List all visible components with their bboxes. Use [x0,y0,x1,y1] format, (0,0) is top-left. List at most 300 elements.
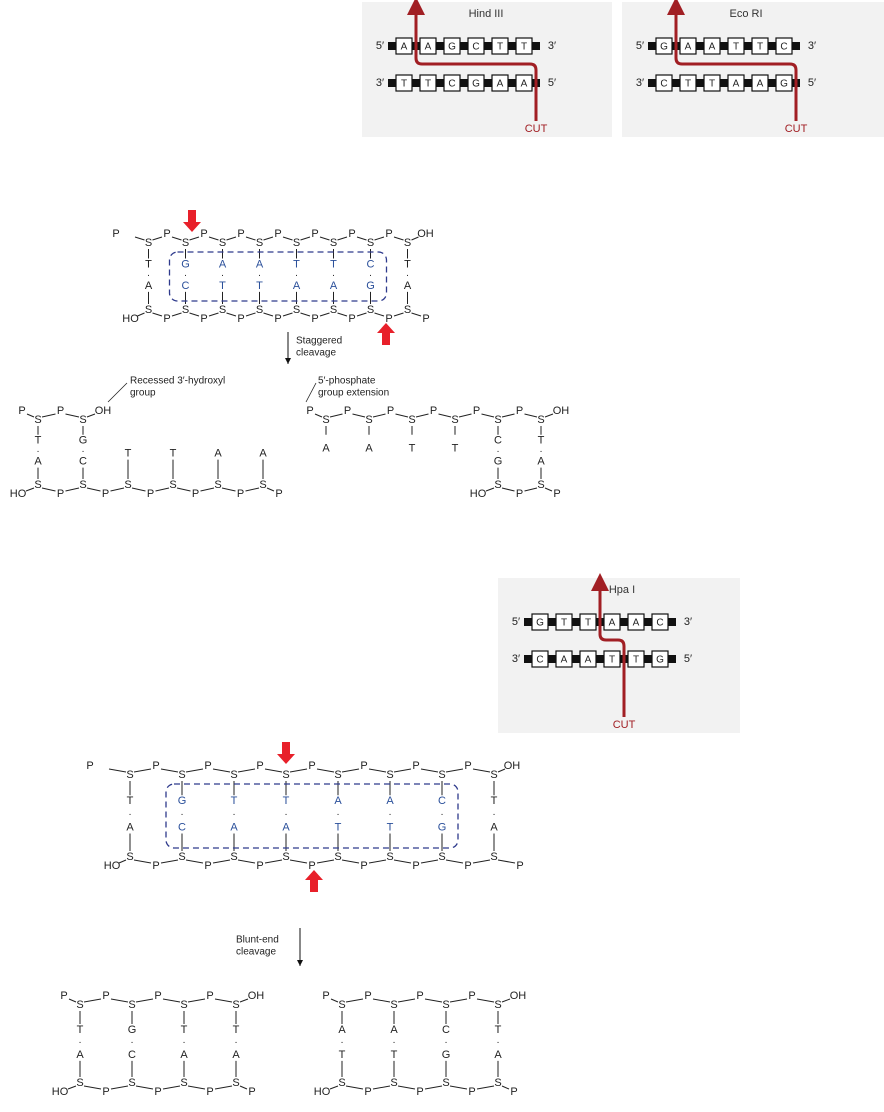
sugar-label: S [490,768,498,781]
base-letter: C [366,258,375,271]
phosphate-label: P [154,1085,162,1098]
base-letter: G [448,41,456,53]
backbone-link [436,42,444,50]
phosphate-label: P [516,859,524,872]
backbone-link [644,655,652,663]
hydroxyl-label: HO [122,312,139,325]
hydrogen-bond: · [130,1037,134,1049]
sugar-label: S [180,1076,188,1089]
backbone-bond [213,769,230,772]
phosphate-label: P [206,1085,214,1098]
backbone-bond [213,860,230,863]
backbone-link [460,42,468,50]
sugar-label: S [537,478,545,491]
phosphate-label: P [510,1085,518,1098]
base-letter: T [334,821,342,834]
base-letter: A [608,617,616,629]
base-letter: A [490,821,498,834]
backbone-bond [134,860,151,863]
backbone-bond [317,860,334,863]
base-letter: G [660,41,668,53]
backbone-link [548,655,556,663]
sugar-label: S [178,850,186,863]
backbone-bond [111,488,125,491]
base-letter: A [334,795,342,808]
base-letter: T [451,442,459,455]
sugar-label: S [329,236,338,249]
backbone-bond [246,313,256,316]
backbone-link [484,79,492,87]
hydrogen-bond: · [183,269,188,281]
base-letter: C [181,279,190,292]
base-letter: T [34,434,42,447]
phosphate-label: P [237,312,245,325]
backbone-link [388,79,396,87]
phosphate-label: P [60,989,68,1002]
cut-label: CUT [524,122,548,135]
hydroxyl-label: OH [417,227,434,240]
base-letter: G [656,654,664,666]
base-letter: T [400,78,408,90]
phosphate-label: P [275,487,283,500]
hydrogen-bond: · [78,1037,82,1049]
backbone-bond [421,860,438,863]
sugar-label: S [403,303,412,316]
phosphate-label: P [146,487,155,500]
backbone-link [436,79,444,87]
sugar-label: S [255,236,264,249]
backbone-bond [222,488,236,491]
backbone-bond [373,999,390,1002]
base-letter: T [708,78,716,90]
strand-end-label: 5′ [375,39,385,52]
backbone-bond [84,999,101,1002]
blunt-duplex [86,742,523,892]
backbone-bond [502,414,515,417]
backbone-bond [394,860,411,863]
phosphate-label: P [237,227,245,240]
sugar-label: S [232,1076,240,1089]
hydroxyl-label: HO [51,1085,69,1098]
hydroxyl-label: HO [103,859,121,872]
phosphate-label: P [343,404,352,417]
sugar-label: S [403,236,412,249]
sugar-label: S [366,236,375,249]
base-letter: T [424,78,432,90]
phosphate-label: P [360,759,368,772]
cut-label: CUT [784,122,808,135]
phosphate-label: P [248,1085,256,1098]
phosphate-label: P [364,989,372,1002]
backbone-link [484,42,492,50]
label-leader [306,383,316,402]
sugar-label: S [230,850,238,863]
backbone-bond [320,313,330,316]
base-letter: T [338,1048,346,1061]
sugar-label: S [292,236,301,249]
hydroxyl-label: OH [247,989,265,1002]
enzyme-name: Hpa I [608,583,636,596]
base-letter: A [232,1048,240,1061]
base-letter: T [632,654,640,666]
sugar-label: S [144,303,153,316]
backbone-bond [172,313,182,316]
left-staggered-fragment [10,405,283,500]
sugar-label: S [232,998,240,1011]
strand-end-label: 3′ [375,76,385,89]
hydroxyl-label: OH [552,404,570,417]
backbone-bond [357,237,367,240]
backbone-bond [301,237,311,240]
phosphate-label: P [472,404,481,417]
backbone-bond [136,1086,153,1089]
backbone-bond [446,769,463,772]
sugar-label: S [365,413,373,426]
sugar-label: S [322,413,330,426]
backbone-bond [375,313,385,316]
enzyme-panel-hpa [498,578,740,733]
sugar-label: S [181,236,190,249]
backbone-bond [109,769,126,772]
backbone-bond [338,313,348,316]
sugar-label: S [76,1076,84,1089]
backbone-bond [459,414,472,417]
hydrogen-bond: · [232,809,236,821]
backbone-bond [283,237,293,240]
base-letter: C [128,1048,136,1061]
phosphate-extension-label: 5′-phosphate [318,375,376,387]
base-letter: A [180,1048,188,1061]
phosphate-label: P [206,989,214,1002]
hydrogen-bond: · [180,809,184,821]
phosphate-label: P [102,1085,110,1098]
hydrogen-bond: · [81,445,85,457]
backbone-bond [227,313,237,316]
base-letter: T [330,258,337,271]
phosphate-label: P [306,404,314,417]
backbone-bond [172,237,182,240]
phosphate-label: P [274,312,282,325]
backbone-bond [84,1086,101,1089]
phosphate-label: P [101,487,110,500]
sugar-label: S [180,998,188,1011]
base-letter: T [256,279,263,292]
backbone-bond [163,999,180,1002]
backbone-bond [215,999,232,1002]
backbone-bond [331,999,338,1002]
phosphate-label: P [422,312,430,325]
backbone-bond [215,1086,232,1089]
blunt-cleavage-arrow [236,928,303,966]
backbone-link [672,79,680,87]
hydrogen-bond: · [128,809,132,821]
base-letter: T [219,279,226,292]
base-letter: T [494,1023,502,1036]
backbone-bond [353,414,366,417]
strand-end-label: 3′ [511,652,521,665]
base-letter: T [76,1023,84,1036]
backbone-bond [201,488,215,491]
backbone-bond [264,237,274,240]
base-letter: A [218,258,227,271]
strand-end-label: 5′ [547,76,557,89]
phosphate-label: P [386,404,395,417]
backbone-bond [502,488,515,491]
backbone-link [388,42,396,50]
process-label: cleavage [236,946,277,958]
phosphate-label: P [416,989,424,1002]
sugar-label: S [390,998,398,1011]
backbone-bond [446,860,463,863]
base-letter: A [424,41,432,53]
hydrogen-bond: · [36,445,40,457]
base-letter: T [404,258,411,271]
phosphate-label: P [412,859,420,872]
sugar-label: S [442,998,450,1011]
sugar-label: S [124,478,132,491]
backbone-bond [156,488,170,491]
backbone-bond [369,769,386,772]
sugar-label: S [366,303,375,316]
label-leader [108,383,127,402]
backbone-bond [186,860,203,863]
backbone-link [572,655,580,663]
hydrogen-bond: · [220,269,225,281]
sugar-label: S [218,303,227,316]
backbone-bond [416,414,429,417]
base-letter: A [632,617,640,629]
phosphate-label: P [18,404,26,417]
sugar-label: S [386,850,394,863]
hydrogen-bond: · [496,445,500,457]
base-letter: A [756,78,764,90]
sugar-label: S [442,1076,450,1089]
sugar-label: S [494,1076,502,1089]
backbone-bond [346,999,363,1002]
hydrogen-bond: · [146,269,151,281]
phosphate-label: P [274,227,282,240]
backbone-bond [264,313,274,316]
strand-end-label: 3′ [547,39,557,52]
backbone-link [508,42,516,50]
backbone-bond [486,488,494,491]
backbone-bond [111,999,128,1002]
backbone-bond [161,769,178,772]
backbone-bond [394,237,404,240]
phosphate-label: P [154,989,162,1002]
backbone-bond [186,769,203,772]
enzyme-name: Hind III [468,7,504,20]
recognition-site-box [170,252,387,301]
phosphate-label: P [468,989,476,1002]
staggered-duplex [112,210,433,345]
sugar-label: S [126,850,134,863]
backbone-bond [153,237,163,240]
backbone-bond [330,414,343,417]
backbone-bond [357,313,367,316]
phosphate-label: P [308,859,316,872]
base-letter: A [214,447,222,460]
backbone-bond [27,414,34,417]
base-letter: C [472,41,480,53]
backbone-bond [283,313,293,316]
base-letter: G [437,821,447,834]
backbone-bond [161,860,178,863]
backbone-bond [373,414,386,417]
backbone-link [460,79,468,87]
backbone-bond [134,769,151,772]
phosphate-label: P [86,759,94,772]
backbone-bond [265,769,282,772]
backbone-bond [66,488,80,491]
backbone-bond [502,1086,509,1089]
phosphate-label: P [385,227,393,240]
base-letter: A [400,41,408,53]
base-letter: G [493,455,503,468]
base-letter: G [181,258,190,271]
phosphate-label: P [163,312,171,325]
backbone-link [412,79,420,87]
backbone-bond [290,769,307,772]
phosphate-label: P [468,1085,476,1098]
backbone-bond [342,769,359,772]
strand-end-label: 5′ [635,39,645,52]
base-letter: G [780,78,788,90]
backbone-bond [439,414,452,417]
left-blunt-fragment [52,990,265,1098]
sugar-label: S [259,478,267,491]
backbone-bond [450,999,467,1002]
backbone-bond [42,414,56,417]
phosphate-label: P [464,859,472,872]
backbone-bond [132,488,146,491]
base-letter: G [78,434,88,447]
base-letter: G [366,279,375,292]
sugar-label: S [181,303,190,316]
backbone-bond [68,1086,76,1089]
phosphate-label: P [348,227,356,240]
sugar-label: S [390,1076,398,1089]
phosphate-label: P [56,404,65,417]
phosphate-label: P [152,759,160,772]
base-letter: T [408,442,416,455]
base-letter: T [126,795,134,808]
hydrogen-bond: · [234,1037,238,1049]
sugar-label: S [128,1076,136,1089]
backbone-bond [545,488,552,491]
backbone-bond [69,999,76,1002]
phosphate-label: P [191,487,200,500]
base-letter: A [292,279,301,292]
backbone-bond [190,313,200,316]
base-letter: T [732,41,740,53]
base-letter: A [365,442,373,455]
hydrogen-bond: · [336,809,340,821]
base-letter: T [756,41,764,53]
base-letter: T [230,795,238,808]
base-letter: A [494,1048,502,1061]
base-letter: C [442,1023,450,1036]
base-letter: A [144,279,153,292]
sugar-label: S [494,413,502,426]
hydrogen-bond: · [388,809,392,821]
phosphate-label: P [412,759,420,772]
base-letter: A [282,821,290,834]
backbone-bond [346,1086,363,1089]
backbone-bond [373,1086,390,1089]
base-letter: T [496,41,504,53]
base-letter: T [232,1023,240,1036]
backbone-link [768,42,776,50]
phosphate-label: P [112,227,120,240]
backbone-link [572,618,580,626]
phosphate-label: P [152,859,160,872]
backbone-bond [477,999,494,1002]
base-letter: A [732,78,740,90]
phosphate-label: P [200,312,208,325]
backbone-bond [421,769,438,772]
strand-end-label: 5′ [683,652,693,665]
hydrogen-bond: · [368,269,373,281]
backbone-bond [315,414,322,417]
panel-background [622,2,884,137]
backbone-bond [26,488,34,491]
base-letter: T [560,617,568,629]
sugar-label: S [282,850,290,863]
right-blunt-fragment [314,990,527,1098]
strand-end-label: 3′ [807,39,817,52]
sugar-label: S [34,478,42,491]
sugar-label: S [490,850,498,863]
backbone-bond [473,769,490,772]
hydrogen-bond: · [496,1037,500,1049]
base-letter: G [177,795,187,808]
strand-end-label: 3′ [683,615,693,628]
phosphate-label: P [553,487,561,500]
sugar-label: S [76,998,84,1011]
base-letter: C [438,795,446,808]
hydrogen-bond: · [182,1037,186,1049]
backbone-bond [450,1086,467,1089]
base-letter: A [322,442,330,455]
hydroxyl-label: OH [509,989,527,1002]
backbone-bond [398,1086,415,1089]
backbone-link [720,79,728,87]
hydrogen-bond: · [539,445,543,457]
sugar-label: S [386,768,394,781]
backbone-link [744,79,752,87]
backbone-link [792,42,800,50]
process-arrowhead [285,358,291,364]
backbone-bond [396,414,409,417]
backbone-bond [265,860,282,863]
cut-arrow-bottom [305,870,323,892]
backbone-bond [369,860,386,863]
base-letter: G [536,617,544,629]
base-letter: A [390,1023,398,1036]
diagram-layer [10,2,884,1098]
backbone-bond [394,769,411,772]
right-staggered-fragment [306,405,569,500]
phosphate-label: P [348,312,356,325]
sugar-label: S [292,303,301,316]
process-label: Blunt-end [236,934,279,946]
base-letter: A [560,654,568,666]
backbone-bond [342,860,359,863]
backbone-link [508,79,516,87]
base-letter: T [490,795,498,808]
backbone-bond [317,769,334,772]
